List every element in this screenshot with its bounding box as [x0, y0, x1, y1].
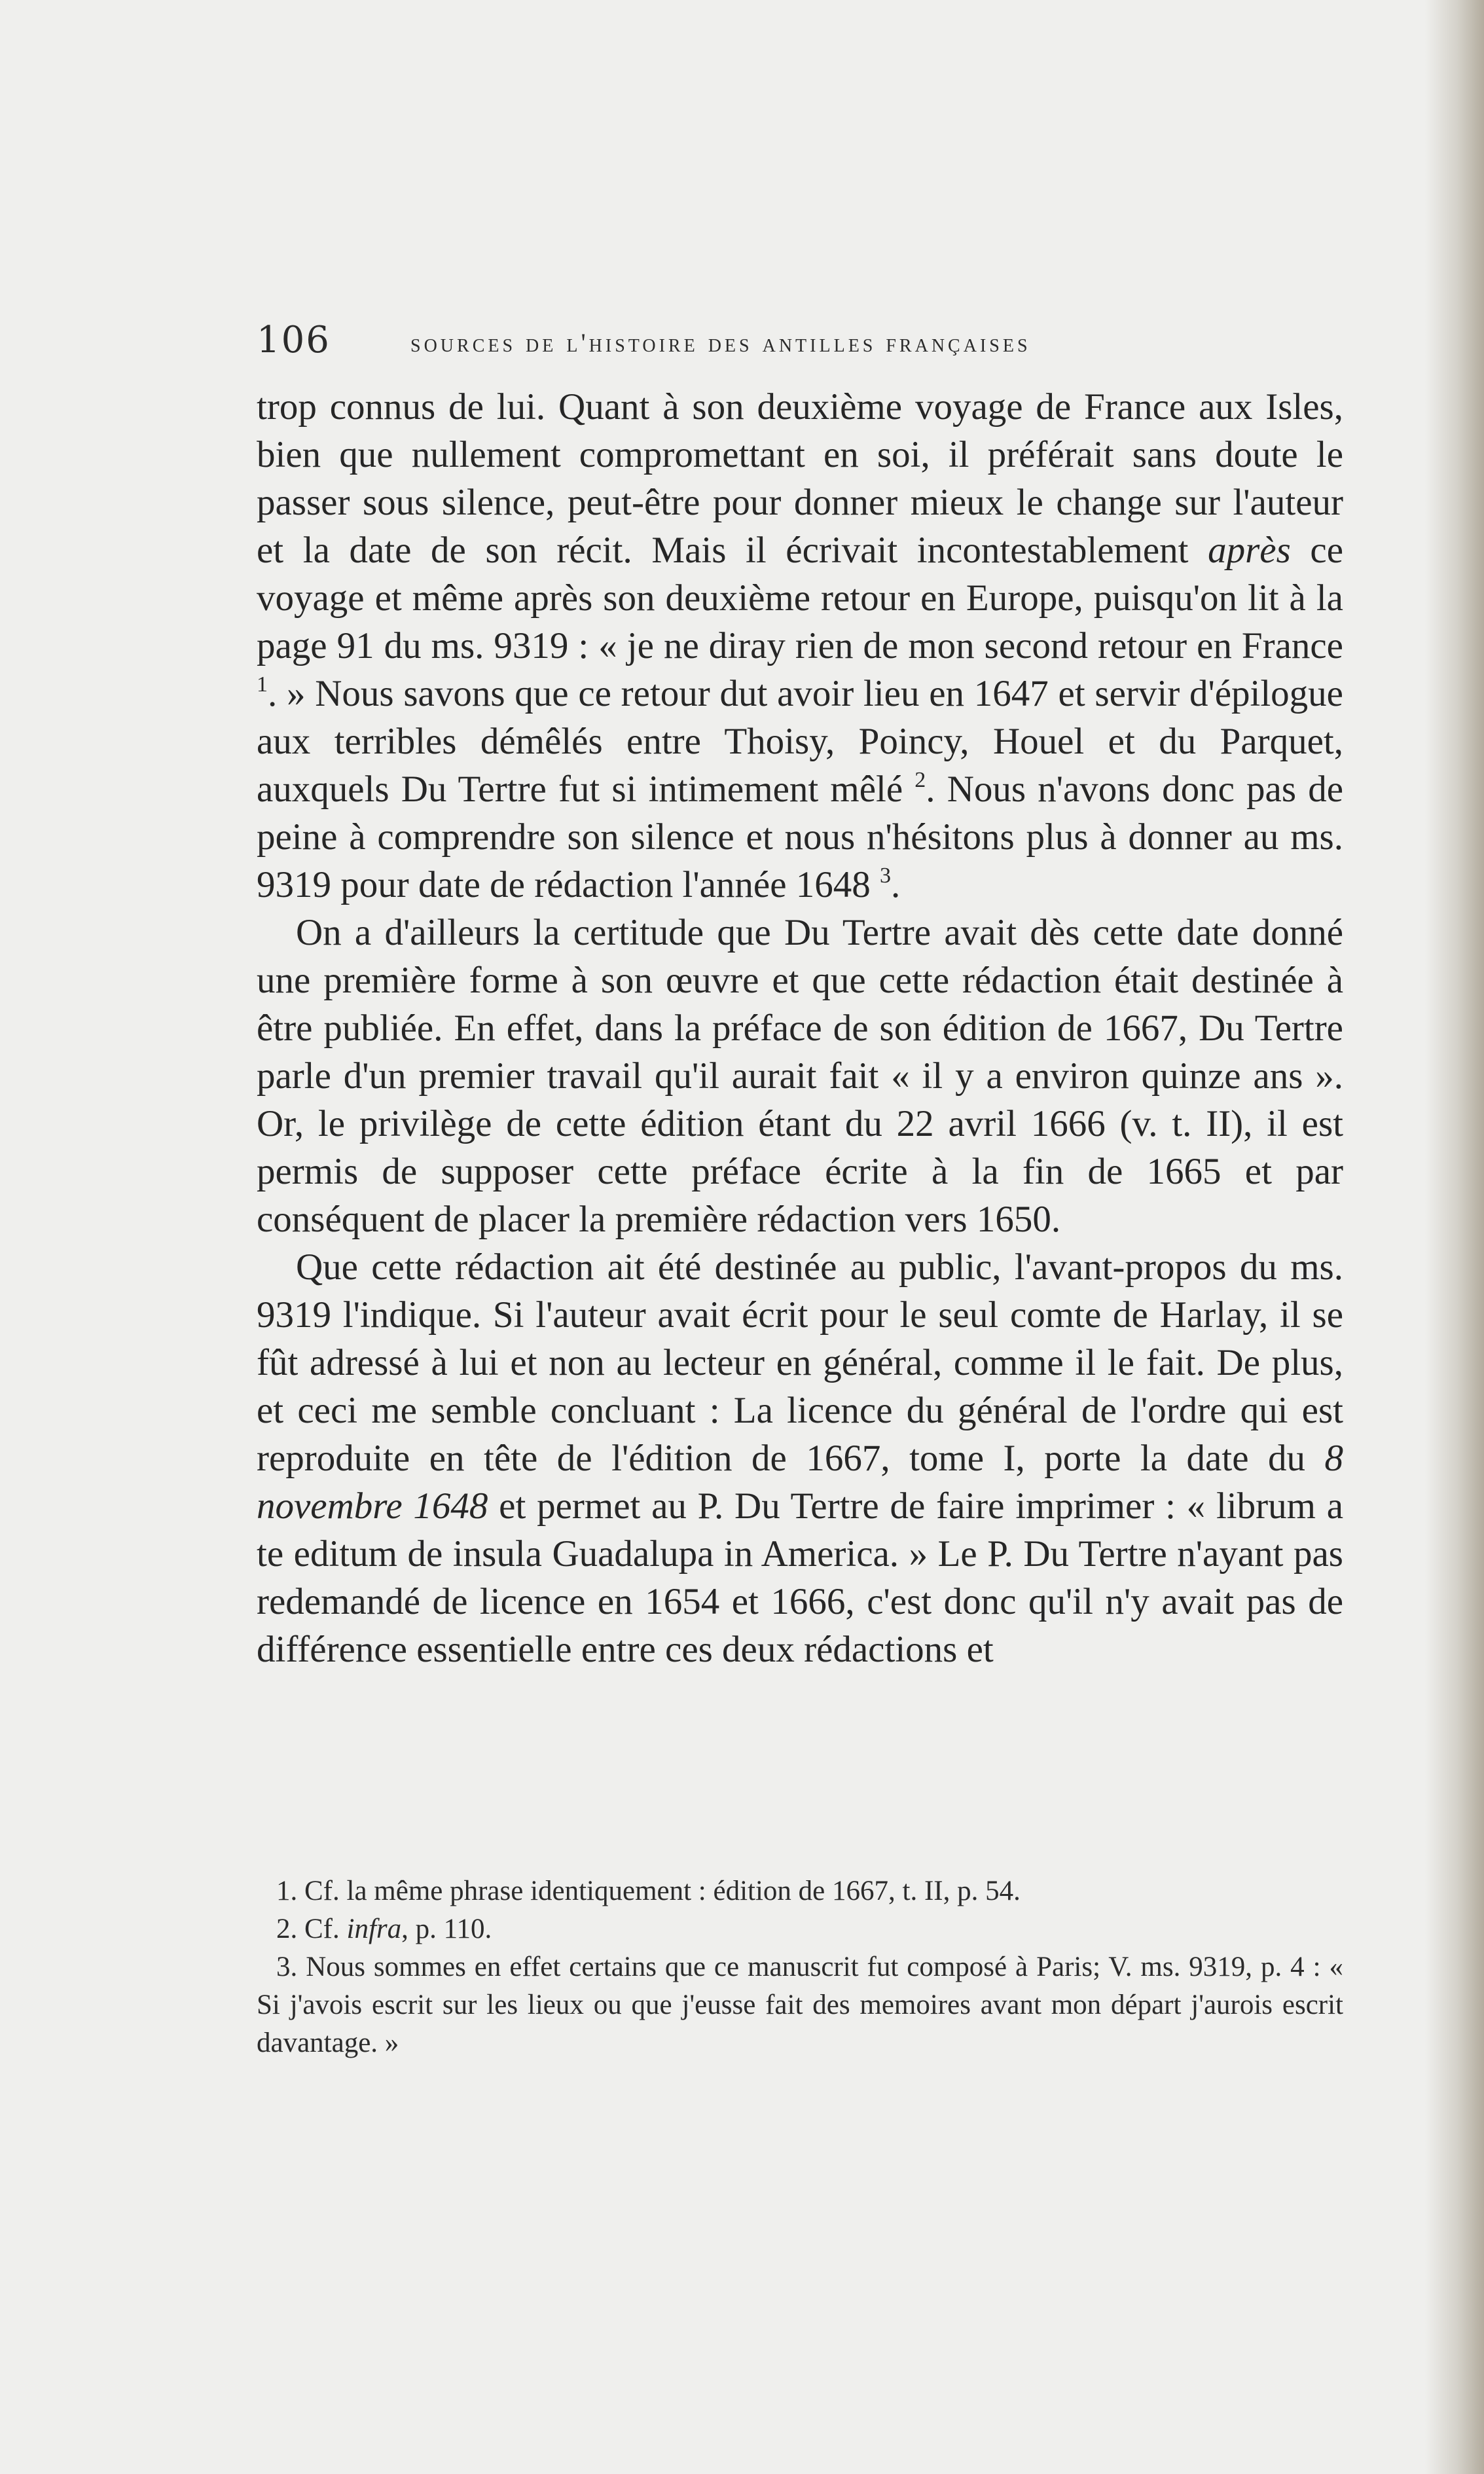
footnote-ref-2[interactable]: 2: [914, 768, 926, 792]
footnote-3: 3. Nous sommes en effet certains que ce manuscrit fut composé à Paris; V. ms. 9319, p. 4 : « Si j'avois escrit sur les lieux ou que j'eusse fait des memoires avant mon départ j'aurois escrit davantage. »: [257, 1952, 1343, 2058]
footnote-ref-3[interactable]: 3: [880, 864, 892, 888]
emphasis-date: 8 novembre 1648: [257, 1438, 1343, 1527]
footnote-ref-1[interactable]: 1: [257, 672, 268, 697]
footnotes: [257, 1872, 1343, 2062]
page-number: 106: [257, 319, 331, 361]
footnote-1: 1. Cf. la même phrase identiquement : édition de 1667, t. II, p. 54.: [276, 1876, 1021, 1906]
emphasis-apres: après: [1208, 530, 1291, 571]
paragraph-3: Que cette rédaction ait été destinée au public, l'avant-propos du ms. 9319 l'indique. Si l'auteur avait écrit pour le seul comte de Harlay, il se fût adressé à lui et non au lecteur en général, comme il le fait. De plus, et ceci me semble concluant : La licence du général de l'ordre qui est reproduite en tête de l'édition de 1667, tome I, porte la date du 8 novembre 1648 et permet au P. Du Tertre de faire imprimer : « librum a te editum de insula Guadalupa in America. » Le P. Du Tertre n'ayant pas redemandé de licence en 1654 et 1666, c'est donc qu'il n'y avait pas de différence essentielle entre ces deux rédactions et: [257, 1246, 1343, 1670]
paragraph-2: On a d'ailleurs la certitude que Du Tertre avait dès cette date donné une première forme à son œuvre et que cette rédaction était destinée à être publiée. En effet, dans la préface de son édition de 1667, Du Tertre parle d'un premier travail qu'il aurait fait « il y a environ quinze ans ». Or, le privilège de cette édition étant du 22 avril 1666 (v. t. II), il est permis de supposer cette préface écrite à la fin de 1665 et par conséquent de placer la première rédaction vers 1650.: [257, 912, 1343, 1240]
footnote-2: 2. Cf. infra, p. 110.: [276, 1914, 492, 1944]
page-binding-shadow: [1425, 0, 1484, 2474]
page-header: [257, 319, 1343, 372]
running-title: sources de l'histoire des antilles françaises: [410, 328, 1031, 357]
body-text: [257, 383, 1343, 1673]
paragraph-1: trop connus de lui. Quant à son deuxième voyage de France aux Isles, bien que nullement compromettant en soi, il préférait sans doute le passer sous silence, peut-être pour donner mieux le change sur l'auteur et la date de son récit. Mais il écrivait incontestablement après ce voyage et même après son deuxième retour en Europe, puisqu'on lit à la page 91 du ms. 9319 : « je ne diray rien de mon second retour en France $^1$. » Nous savons que ce retour dut avoir lieu en 1647 et servir d'épilogue aux terribles démêlés entre Thoisy, Poincy, Houel et du Parquet, auxquels Du Tertre fut si intimement mêlé $^2$. Nous n'avons donc pas de peine à comprendre son silence et nous n'hésitons plus à donner au ms. 9319 pour date de rédaction l'année 1648 $^3$.: [257, 386, 1343, 905]
